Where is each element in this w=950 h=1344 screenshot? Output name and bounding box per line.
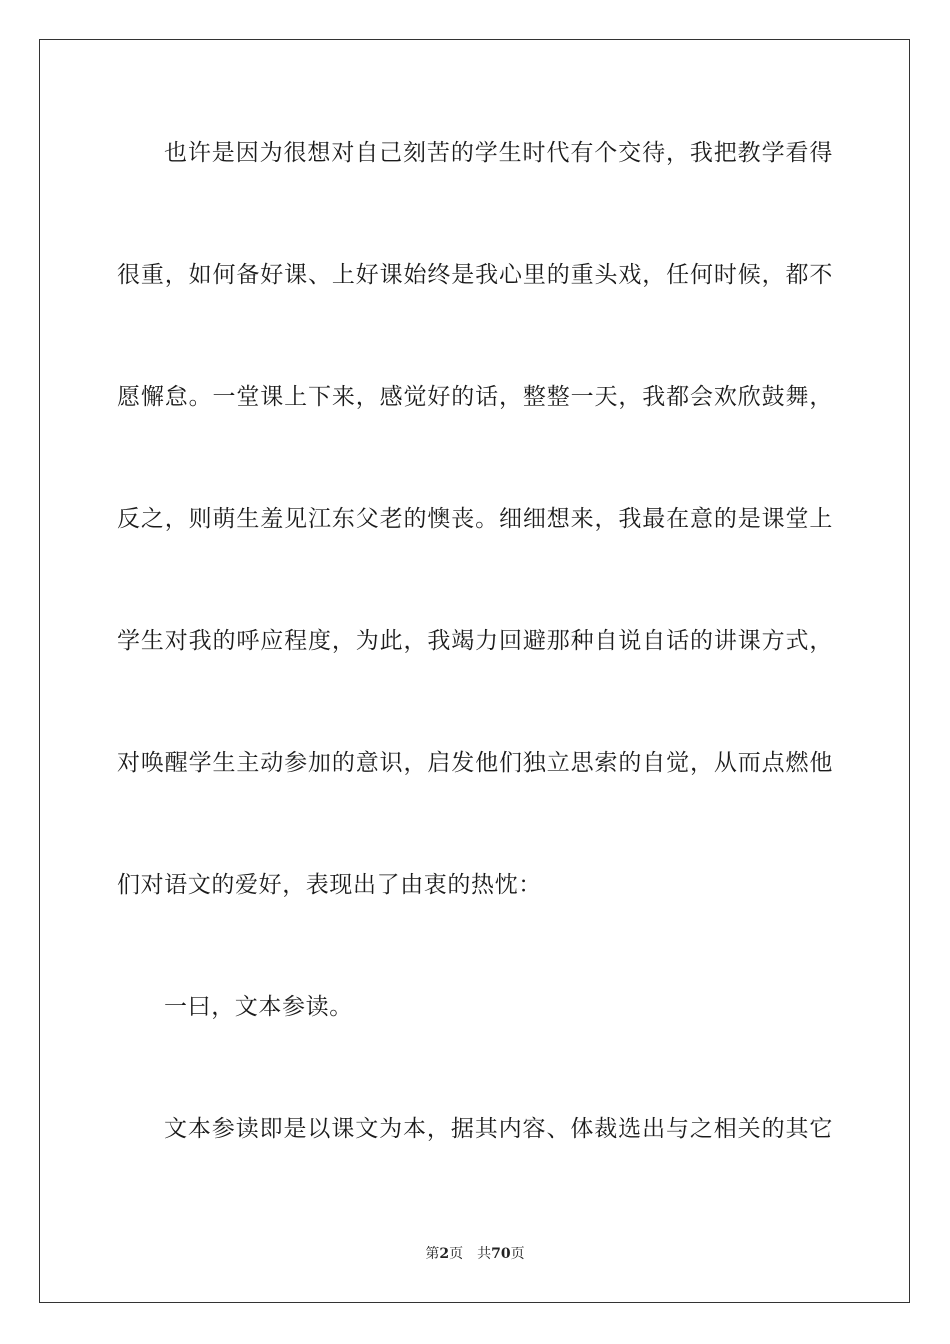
paragraph-line-6: 对唤醒学生主动参加的意识，启发他们独立思索的自觉，从而点燃他 [117, 750, 833, 776]
footer-page-prefix: 第 [425, 1246, 440, 1262]
footer-page-current: 2 [439, 1246, 450, 1262]
footer-total-unit: 页 [510, 1246, 525, 1262]
paragraph-line-4: 反之，则萌生羞见江东父老的懊丧。细细想来，我最在意的是课堂上 [117, 506, 833, 532]
paragraph-line-9: 文本参读即是以课文为本，据其内容、体裁选出与之相关的其它 [164, 1116, 833, 1142]
paragraph-line-3: 愿懈怠。一堂课上下来，感觉好的话，整整一天，我都会欢欣鼓舞， [117, 384, 833, 410]
footer-page-unit: 页 [449, 1246, 464, 1262]
footer-total-prefix: 共 [477, 1246, 492, 1262]
paragraph-line-2: 很重，如何备好课、上好课始终是我心里的重头戏，任何时候，都不 [117, 262, 833, 288]
paragraph-line-5: 学生对我的呼应程度，为此，我竭力回避那种自说自话的讲课方式， [117, 628, 833, 654]
footer-page-total: 70 [491, 1246, 511, 1262]
paragraph-line-1: 也许是因为很想对自己刻苦的学生时代有个交待，我把教学看得 [164, 140, 833, 166]
section-heading: 一曰，文本参读。 [164, 994, 353, 1020]
page-footer [0, 1245, 950, 1263]
paragraph-line-7: 们对语文的爱好，表现出了由衷的热忱： [117, 872, 542, 898]
